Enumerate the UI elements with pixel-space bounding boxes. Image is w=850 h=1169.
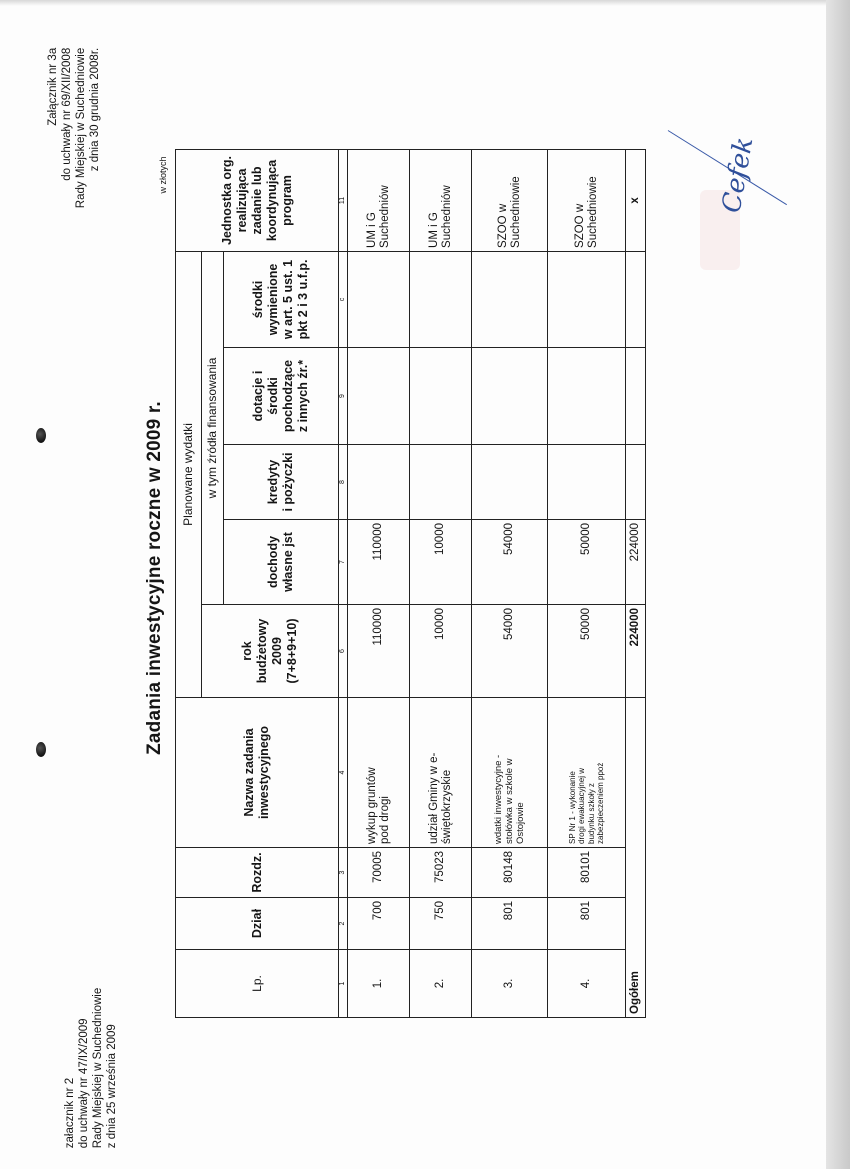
cell-jednostka	[548, 149, 626, 251]
cell-dzial: 801	[548, 898, 626, 950]
cell-rozdz: 80148	[472, 848, 548, 898]
header-rok	[202, 605, 339, 698]
col-number: 11	[339, 149, 348, 251]
header-rok-line: 2009	[270, 637, 284, 665]
cell-kredyty	[348, 445, 410, 520]
table-row	[548, 149, 626, 1017]
cell-rok: 50000	[548, 605, 626, 698]
cell-jednostka-line: Suchedniowie	[586, 176, 599, 248]
cell-nazwa	[548, 698, 626, 848]
header-nazwa	[176, 698, 339, 848]
cell-dotacje	[548, 348, 626, 445]
header-dotacje-line: z innych źr.*	[296, 359, 310, 433]
total-jednostka: x	[626, 149, 646, 251]
cell-rok: 54000	[472, 605, 548, 698]
cell-dzial: 801	[472, 898, 548, 950]
total-dotacje	[626, 348, 646, 445]
cell-lp: 1.	[348, 950, 410, 1018]
header-kredyty-line: i pożyczki	[281, 452, 295, 512]
header-rozdz: Rozdz.	[176, 848, 339, 898]
header-srodki-line: pkt 2 i 3 u.f.p.	[296, 259, 310, 340]
header-rok-line: budżetowy	[255, 618, 269, 684]
header-left-note	[63, 988, 119, 1148]
cell-nazwa-line: wdatki inwestycyjne -	[493, 754, 504, 844]
header-srodki-line: wymienione	[266, 263, 280, 336]
table-row	[472, 149, 548, 1017]
header-jednostka-line: realizująca	[234, 168, 249, 233]
header-left-line: Rady Miejskiej w Suchedniowie	[92, 987, 104, 1149]
header-jednostka-line: Jednostka org.	[219, 156, 234, 245]
cell-rozdz: 75023	[410, 848, 472, 898]
header-jednostka-line: zadanie lub	[249, 166, 264, 235]
header-left-line: z dnia 25 września 2009	[106, 1024, 118, 1149]
cell-jednostka	[472, 149, 548, 251]
cell-dochody: 50000	[548, 520, 626, 605]
total-dochody: 224000	[626, 520, 646, 605]
cell-nazwa	[472, 698, 548, 848]
col-number: 4	[339, 698, 348, 848]
col-number: 8	[339, 445, 348, 520]
cell-dotacje	[410, 348, 472, 445]
cell-lp: 4.	[548, 950, 626, 1018]
cell-rozdz: 70005	[348, 848, 410, 898]
cell-srodki	[472, 251, 548, 347]
page-top-edge	[0, 0, 850, 6]
cell-dochody: 54000	[472, 520, 548, 605]
cell-kredyty	[548, 445, 626, 520]
cell-nazwa-line: budynku szkoły z	[586, 783, 596, 844]
col-number: 1	[339, 950, 348, 1018]
cell-srodki	[548, 251, 626, 347]
unit-label: w złotych	[158, 156, 168, 194]
col-number: 7	[339, 520, 348, 605]
header-dotacje-line: dotacje i	[251, 370, 265, 422]
cell-nazwa-line: Ostojowie	[515, 802, 526, 844]
cell-dotacje	[348, 348, 410, 445]
col-number: 3	[339, 848, 348, 898]
table-row	[348, 149, 410, 1017]
col-number: c	[339, 251, 348, 347]
header-kredyty	[224, 445, 339, 520]
cell-nazwa-line: SP Nr 1 - wykonanie	[567, 771, 577, 844]
cell-kredyty	[410, 445, 472, 520]
cell-jednostka-line: SZOO w	[496, 203, 509, 248]
cell-jednostka-line: UM i G Suchedniów	[365, 185, 391, 248]
header-right-note	[46, 48, 102, 208]
header-left-line: do uchwały nr 47/IX/2009	[78, 1018, 90, 1149]
header-rok-line: (7+8+9+10)	[285, 618, 299, 684]
total-rok: 224000	[626, 605, 646, 698]
cell-nazwa-line: drogi ewakuacyjnej w	[577, 767, 586, 844]
cell-dochody: 110000	[348, 520, 410, 605]
header-srodki	[224, 251, 339, 347]
cell-nazwa-line: zabezpieczeniem ppoż	[596, 762, 605, 844]
punch-hole	[36, 428, 46, 443]
header-w-tym: w tym źródła finansowania	[202, 251, 224, 604]
total-kredyty	[626, 445, 646, 520]
cell-nazwa-line: wykup gruntów	[365, 767, 378, 844]
cell-nazwa	[410, 698, 472, 848]
investment-table	[175, 150, 641, 1018]
col-number: 6	[339, 605, 348, 698]
handwritten-signature: Cefek	[716, 134, 760, 216]
cell-dochody: 10000	[410, 520, 472, 605]
cell-srodki	[410, 251, 472, 347]
header-right-line: Rady Miejskiej w Suchedniowie	[75, 47, 87, 209]
cell-jednostka-line: UM i G Suchedniów	[427, 185, 453, 248]
header-dotacje	[224, 348, 339, 445]
header-dzial: Dział	[176, 898, 339, 950]
cell-nazwa-line: stołówka w szkole w	[504, 758, 515, 844]
punch-hole	[36, 742, 46, 757]
cell-nazwa-line: pod drogi	[378, 796, 391, 844]
cell-nazwa-line: udział Gminy w e-	[427, 752, 440, 844]
cell-rok: 110000	[348, 605, 410, 698]
cell-lp: 2.	[410, 950, 472, 1018]
cell-rok: 10000	[410, 605, 472, 698]
header-rok-line: rok	[240, 641, 254, 661]
cell-nazwa-line: świętokrzyskie	[440, 769, 453, 844]
header-srodki-line: w art. 5 ust. 1	[281, 259, 295, 340]
header-dochody-line: własne jst	[281, 532, 295, 592]
cell-jednostka	[410, 149, 472, 251]
header-jednostka-line: program	[279, 175, 294, 226]
col-number: 9	[339, 348, 348, 445]
cell-jednostka-line: SZOO w	[573, 203, 586, 248]
header-dochody	[224, 520, 339, 605]
header-dochody-line: dochody	[266, 535, 280, 589]
header-jednostka	[176, 149, 339, 251]
table-row	[410, 149, 472, 1017]
total-srodki	[626, 251, 646, 347]
header-srodki-line: środki	[251, 280, 265, 319]
header-right-line: z dnia 30 grudnia 2008r.	[89, 47, 101, 172]
cell-dotacje	[472, 348, 548, 445]
cell-dzial: 700	[348, 898, 410, 950]
total-row	[626, 149, 646, 1017]
header-right-line: do uchwały nr 69/XII/2008	[61, 47, 73, 181]
header-kredyty-line: kredyty	[266, 459, 280, 505]
investment-table-grid	[175, 149, 646, 1018]
cell-rozdz: 80101	[548, 848, 626, 898]
header-left-line: załacznik nr 2	[64, 1077, 76, 1149]
col-number: 2	[339, 898, 348, 950]
header-right-line: Załącznik nr 3a	[47, 47, 59, 126]
total-label: Ogółem	[626, 698, 646, 1018]
cell-dzial: 750	[410, 898, 472, 950]
cell-jednostka-line: Suchedniowie	[509, 176, 522, 248]
header-dotacje-line: pochodzące	[281, 359, 295, 433]
cell-lp: 3.	[472, 950, 548, 1018]
header-dotacje-line: środki	[266, 377, 280, 415]
header-jednostka-line: koordynująca	[264, 159, 279, 242]
header-lp: Lp.	[176, 950, 339, 1018]
cell-srodki	[348, 251, 410, 347]
cell-kredyty	[472, 445, 548, 520]
header-planowane: Planowane wydatki	[176, 251, 202, 697]
page-title: Zadania inwestycyjne roczne w 2009 r.	[144, 401, 165, 755]
cell-jednostka	[348, 149, 410, 251]
header-nazwa-line: inwestycyjnego	[257, 725, 271, 820]
header-nazwa-line: Nazwa zadania	[242, 728, 256, 817]
page-right-edge	[826, 0, 850, 1169]
cell-nazwa	[348, 698, 410, 848]
